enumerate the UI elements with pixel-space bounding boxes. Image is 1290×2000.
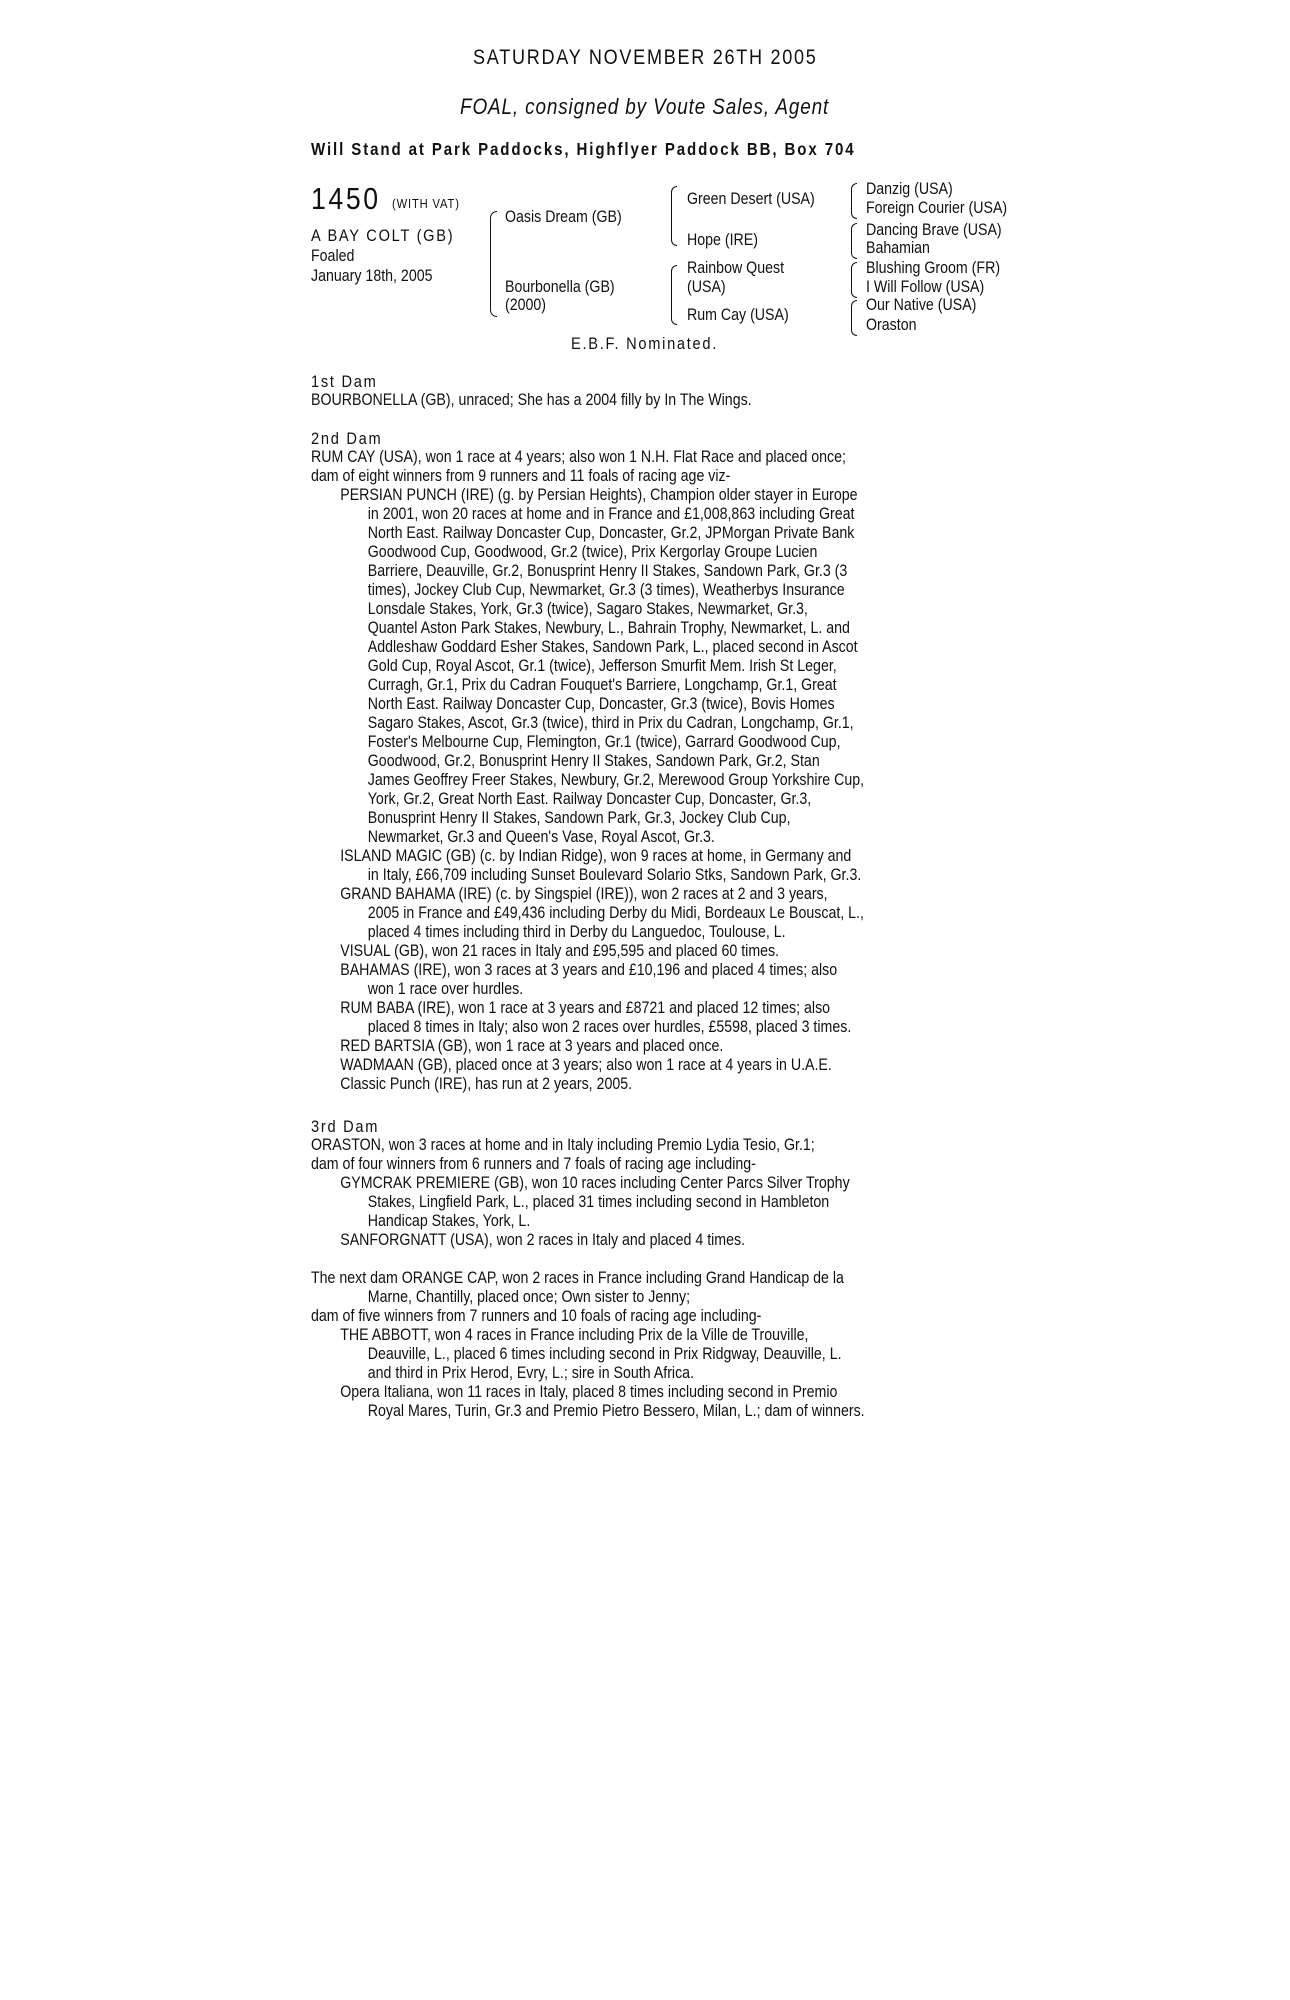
pedigree-dam-dam: Rum Cay (USA)	[687, 306, 789, 324]
produce-line: GYMCRAK PREMIERE (GB), won 10 races including Center Parcs Silver Trophy	[340, 1174, 850, 1192]
produce-line: Barriere, Deauville, Gr.2, Bonusprint Henry II Stakes, Sandown Park, Gr.3 (3	[367, 562, 848, 580]
pedigree-g7: Our Native (USA)	[866, 296, 977, 314]
produce-line: THE ABBOTT, won 4 races in France including Prix de la Ville de Trouville,	[340, 1326, 809, 1344]
produce-line: Lonsdale Stakes, York, Gr.3 (twice), Sagaro Stakes, Newmarket, Gr.3,	[367, 600, 808, 618]
produce-line: James Geoffrey Freer Stakes, Newbury, Gr.2, Merewood Group Yorkshire Cup,	[367, 771, 865, 789]
produce-line: Handicap Stakes, York, L.	[367, 1212, 531, 1230]
consignor-line: FOAL, consigned by Voute Sales, Agent	[460, 94, 830, 119]
produce-line: BAHAMAS (IRE), won 3 races at 3 years and £10,196 and placed 4 times; also	[340, 961, 838, 979]
ebf-nominated: E.B.F. Nominated.	[571, 334, 719, 353]
produce-line: Gold Cup, Royal Ascot, Gr.1 (twice), Jefferson Smurfit Mem. Irish St Leger,	[367, 657, 837, 675]
pedigree-g4: Bahamian	[866, 239, 930, 257]
pedigree-g6: I Will Follow (USA)	[866, 278, 985, 296]
produce-line: PERSIAN PUNCH (IRE) (g. by Persian Heights), Champion older stayer in Europe	[340, 486, 858, 504]
produce-line: RED BARTSIA (GB), won 1 race at 3 years and placed once.	[340, 1037, 724, 1055]
second-dam-line: RUM CAY (USA), won 1 race at 4 years; also won 1 N.H. Flat Race and placed once;	[311, 448, 846, 466]
first-dam-heading: 1st Dam	[311, 372, 378, 391]
produce-line: Stakes, Lingfield Park, L., placed 31 times including second in Hambleton	[367, 1193, 830, 1211]
lot-number: 1450	[311, 181, 381, 216]
foaled-date: January 18th, 2005	[311, 267, 433, 285]
produce-line: Opera Italiana, won 11 races in Italy, placed 8 times including second in Premio	[340, 1383, 838, 1401]
produce-line: in 2001, won 20 races at home and in France and £1,008,863 including Great	[367, 505, 855, 523]
third-dam-line: dam of four winners from 6 runners and 7 foals of racing age including-	[311, 1155, 756, 1173]
produce-line: York, Gr.2, Great North East. Railway Doncaster Cup, Doncaster, Gr.3,	[367, 790, 812, 808]
produce-line: in Italy, £66,709 including Sunset Boulevard Solario Stks, Sandown Park, Gr.3.	[367, 866, 862, 884]
stand-location: Will Stand at Park Paddocks, Highflyer Paddock BB, Box 704	[311, 139, 856, 159]
pedigree-dam-sire-country: (USA)	[687, 278, 726, 296]
vat-note: (WITH VAT)	[392, 196, 460, 211]
produce-line: Bonusprint Henry II Stakes, Sandown Park, Gr.3, Jockey Club Cup,	[367, 809, 791, 827]
produce-line: North East. Railway Doncaster Cup, Doncaster, Gr.2, JPMorgan Private Bank	[367, 524, 855, 542]
second-dam-line: dam of eight winners from 9 runners and 11 foals of racing age viz-	[311, 467, 731, 485]
produce-line: 2005 in France and £49,436 including Derby du Midi, Bordeaux Le Bouscat, L.,	[367, 904, 864, 922]
produce-line: Deauville, L., placed 6 times including second in Prix Ridgway, Deauville, L.	[367, 1345, 842, 1363]
pedigree-brace-dam	[671, 265, 677, 325]
produce-line: GRAND BAHAMA (IRE) (c. by Singspiel (IRE)), won 2 races at 2 and 3 years,	[340, 885, 828, 903]
produce-line: Goodwood, Gr.2, Bonusprint Henry II Stakes, Sandown Park, Gr.2, Stan	[367, 752, 820, 770]
pedigree-g2: Foreign Courier (USA)	[866, 199, 1008, 217]
foaled-label: Foaled	[311, 247, 355, 265]
pedigree-g3: Dancing Brave (USA)	[866, 221, 1002, 239]
produce-line: Goodwood Cup, Goodwood, Gr.2 (twice), Prix Kergorlay Groupe Lucien	[367, 543, 818, 561]
third-dam-section	[311, 1117, 971, 1250]
produce-line: Newmarket, Gr.3 and Queen's Vase, Royal Ascot, Gr.3.	[367, 828, 715, 846]
pedigree-g8: Oraston	[866, 316, 917, 334]
first-dam-section	[311, 372, 971, 410]
pedigree-brace-sire	[671, 186, 677, 246]
produce-line: Sagaro Stakes, Ascot, Gr.3 (twice), third in Prix du Cadran, Longchamp, Gr.1,	[367, 714, 854, 732]
pedigree-brace-main	[490, 211, 497, 317]
produce-line: times), Jockey Club Cup, Newmarket, Gr.3 (3 times), Weatherbys Insurance	[367, 581, 845, 599]
pedigree-sire: Oasis Dream (GB)	[505, 208, 622, 226]
pedigree-g5: Blushing Groom (FR)	[866, 259, 1001, 277]
produce-line: won 1 race over hurdles.	[367, 980, 524, 998]
produce-line: Quantel Aston Park Stakes, Newbury, L., Bahrain Trophy, Newmarket, L. and	[367, 619, 850, 637]
pedigree-sire-sire: Green Desert (USA)	[687, 190, 815, 208]
first-dam-text: BOURBONELLA (GB), unraced; She has a 2004 filly by In The Wings.	[311, 391, 752, 409]
pedigree-sire-dam: Hope (IRE)	[687, 231, 758, 249]
produce-line: RUM BABA (IRE), won 1 race at 3 years and £8721 and placed 12 times; also	[340, 999, 831, 1017]
produce-line: ISLAND MAGIC (GB) (c. by Indian Ridge), won 9 races at home, in Germany and	[340, 847, 852, 865]
next-dam-section	[311, 1269, 971, 1421]
produce-line: North East. Railway Doncaster Cup, Doncaster, Gr.3 (twice), Bovis Homes	[367, 695, 835, 713]
produce-line: VISUAL (GB), won 21 races in Italy and £95,595 and placed 60 times.	[340, 942, 780, 960]
next-dam-line: Marne, Chantilly, placed once; Own sister to Jenny;	[367, 1288, 691, 1306]
produce-line: Foster's Melbourne Cup, Flemington, Gr.1 (twice), Garrard Goodwood Cup,	[367, 733, 841, 751]
produce-line: SANFORGNATT (USA), won 2 races in Italy and placed 4 times.	[340, 1231, 746, 1249]
second-dam-section	[311, 429, 971, 1094]
produce-line: Addleshaw Goddard Esher Stakes, Sandown Park, L., placed second in Ascot	[367, 638, 858, 656]
pedigree-dam-year: (2000)	[505, 296, 547, 314]
pedigree-brace-g2	[851, 223, 857, 259]
next-dam-line: dam of five winners from 7 runners and 10 foals of racing age including-	[311, 1307, 762, 1325]
second-dam-heading: 2nd Dam	[311, 429, 383, 448]
sale-date: SATURDAY NOVEMBER 26TH 2005	[472, 46, 818, 69]
produce-line: and third in Prix Herod, Evry, L.; sire in South Africa.	[367, 1364, 695, 1382]
third-dam-line: ORASTON, won 3 races at home and in Italy including Premio Lydia Tesio, Gr.1;	[311, 1136, 815, 1154]
produce-line: placed 8 times in Italy; also won 2 races over hurdles, £5598, placed 3 times.	[367, 1018, 852, 1036]
pedigree-brace-g1	[851, 183, 857, 219]
produce-line: WADMAAN (GB), placed once at 3 years; also won 1 race at 4 years in U.A.E.	[340, 1056, 832, 1074]
produce-line: placed 4 times including third in Derby du Languedoc, Toulouse, L.	[367, 923, 786, 941]
lot-description: A BAY COLT (GB)	[311, 226, 455, 245]
third-dam-heading: 3rd Dam	[311, 1117, 380, 1136]
next-dam-line: The next dam ORANGE CAP, won 2 races in France including Grand Handicap de la	[311, 1269, 844, 1287]
pedigree-dam-sire: Rainbow Quest	[687, 259, 785, 277]
produce-line: Curragh, Gr.1, Prix du Cadran Fouquet's Barriere, Longchamp, Gr.1, Great	[367, 676, 837, 694]
pedigree-brace-g4	[851, 300, 857, 336]
pedigree-dam: Bourbonella (GB)	[505, 278, 615, 296]
pedigree-brace-g3	[851, 262, 857, 298]
pedigree-g1: Danzig (USA)	[866, 180, 953, 198]
produce-line: Royal Mares, Turin, Gr.3 and Premio Pietro Bessero, Milan, L.; dam of winners.	[367, 1402, 865, 1420]
produce-line: Classic Punch (IRE), has run at 2 years, 2005.	[340, 1075, 633, 1093]
